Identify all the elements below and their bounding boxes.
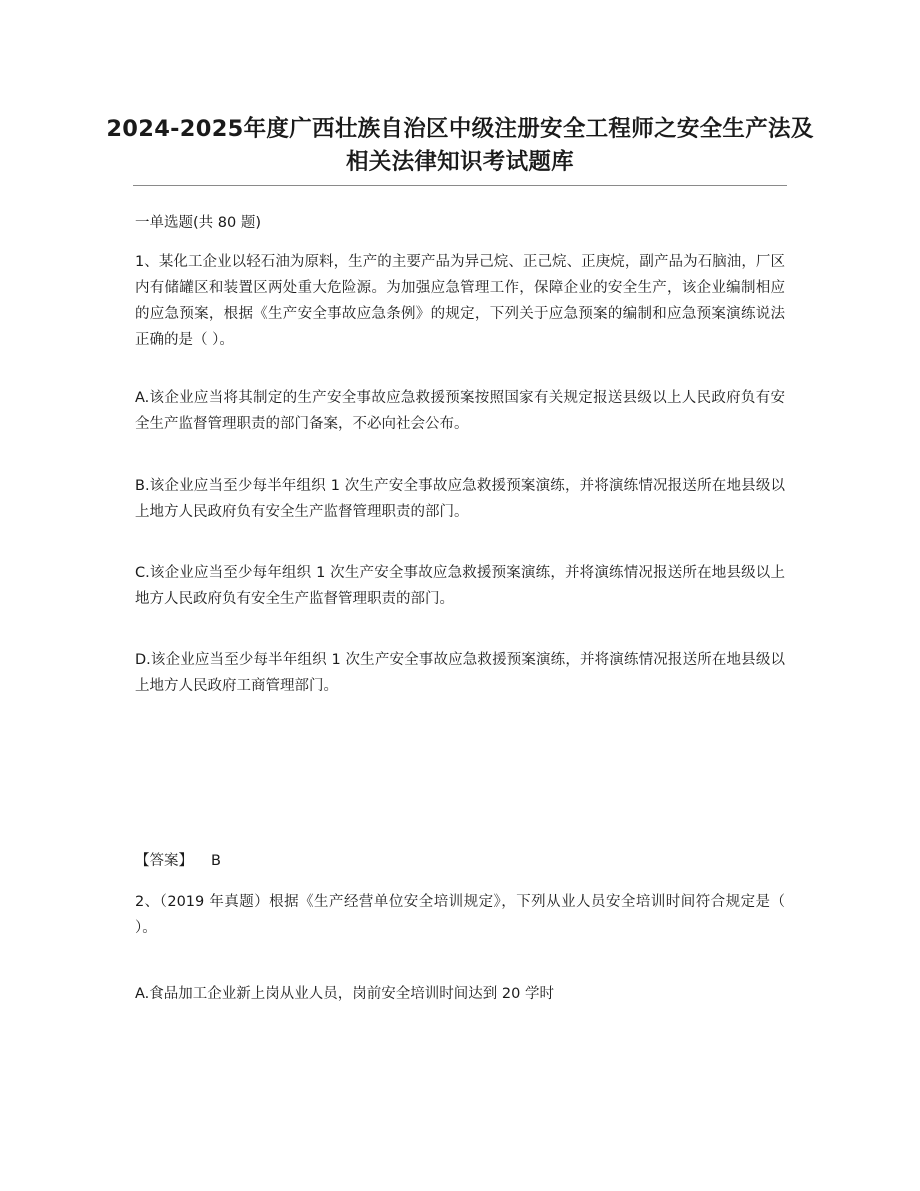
question-2-stem: 2、（2019 年真题）根据《生产经营单位安全培训规定》，下列从业人员安全培训时间符合规定是（ ）。 — [135, 894, 785, 936]
question-1-option-b: B.该企业应当至少每半年组织 1 次生产安全事故应急救援预案演练，并将演练情况报送所在地县级以上地方人民政府负有安全生产监督管理职责的部门。 — [135, 478, 785, 520]
title-divider — [133, 185, 787, 186]
answer-value: B — [211, 853, 221, 869]
question-1-option-a: A.该企业应当将其制定的生产安全事故应急救援预案按照国家有关规定报送县级以上人民政府负有安全生产监督管理职责的部门备案，不必向社会公布。 — [135, 390, 785, 432]
question-1-option-d: D.该企业应当至少每半年组织 1 次生产安全事故应急救援预案演练，并将演练情况报送所在地县级以上地方人民政府工商管理部门。 — [135, 652, 785, 694]
document-title: 2024-2025年度广西壮族自治区中级注册安全工程师之安全生产法及相关法律知识考试题库 — [106, 116, 814, 175]
answer-label: 【答案】 — [135, 853, 193, 869]
question-1-stem: 1、某化工企业以轻石油为原料，生产的主要产品为异己烷、正己烷、正庚烷，副产品为石脑油，厂区内有储罐区和装置区两处重大危险源。为加强应急管理工作，保障企业的安全生产，该企业编制相应的应急预案，根据《生产安全事故应急条例》的规定，下列关于应急预案的编制和应急预案演练说法正确的是（ ）。 — [135, 254, 785, 348]
question-2-option-a: A.食品加工企业新上岗从业人员，岗前安全培训时间达到 20 学时 — [135, 986, 554, 1002]
question-1-option-c: C.该企业应当至少每年组织 1 次生产安全事故应急救援预案演练，并将演练情况报送所在地县级以上地方人民政府负有安全生产监督管理职责的部门。 — [135, 565, 785, 607]
section-label: 一单选题(共 80 题) — [135, 215, 261, 231]
question-1-answer — [135, 851, 221, 871]
